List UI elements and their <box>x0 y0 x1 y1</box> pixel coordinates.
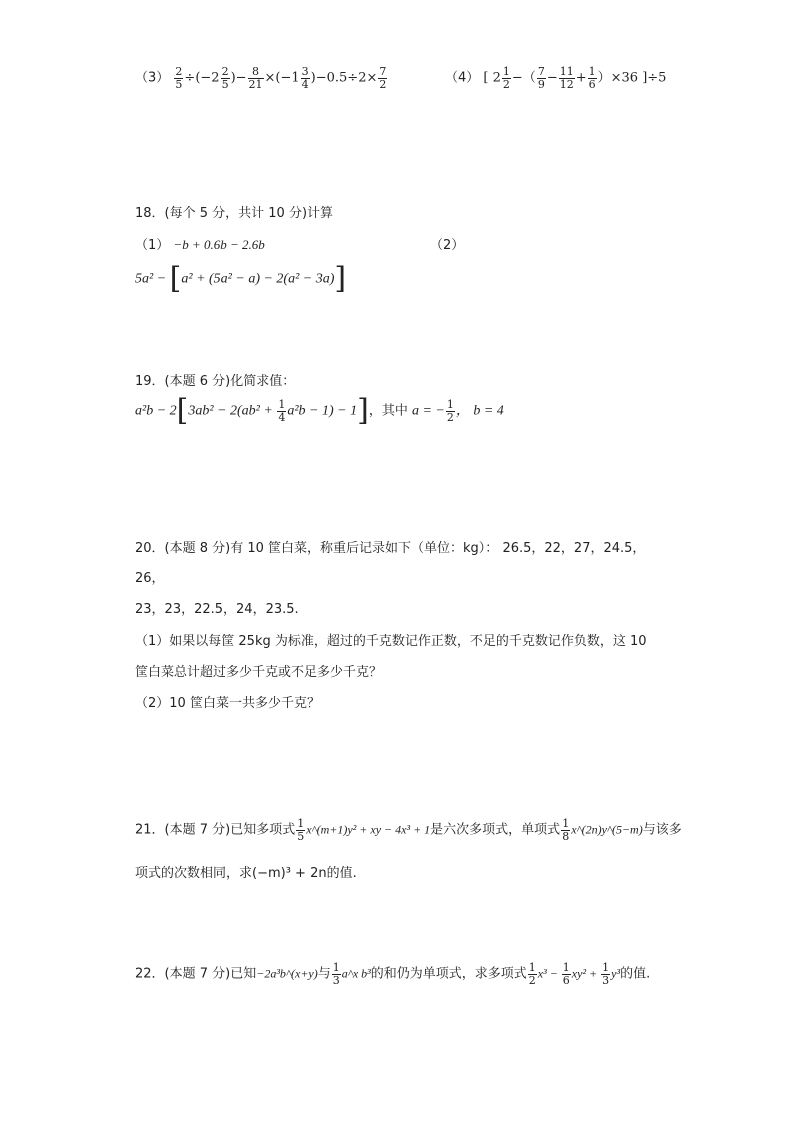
fraction: $\frac{2}{5}$ <box>175 65 183 91</box>
fraction: $\frac{1}{8}$ <box>562 817 570 843</box>
fraction: $\frac{1}{2}$ <box>528 961 536 987</box>
fraction: $\frac{1}{4}$ <box>278 397 286 424</box>
q20-line2: 26， <box>135 571 165 586</box>
q20-line1: 20．(本题 8 分)有 10 筐白菜，称重后记录如下（单位：kg）： 26.5，22，27，24.5， <box>135 541 646 556</box>
fraction: $\frac{1}{6}$ <box>562 961 570 987</box>
q20-line4: （1）如果以每筐 25kg 为标准，超过的千克数记作正数，不足的千克数记作负数，这 10 <box>135 634 647 649</box>
fraction: $\frac{11}{12}$ <box>559 65 574 91</box>
fraction: $\frac{1}{2}$ <box>502 65 510 91</box>
fraction: $\frac{2}{5}$ <box>221 65 229 91</box>
fraction: $\frac{7}{2}$ <box>379 65 387 91</box>
fraction: $\frac{1}{6}$ <box>588 65 596 91</box>
q18-part1-expression: −b + 0.6b − 2.6b <box>173 237 265 252</box>
q17-part4-label: （4） <box>445 70 480 86</box>
q22-line: 22．(本题 7 分)已知−2a³b^(x+y)与 $\frac{1}{3}$ a^x b³的和仍为单项式，求多项式 $\frac{1}{2}$ x³ − $\frac{1}{6}$ xy² + $\frac{1}{3}$ y³的值. <box>135 961 651 987</box>
q19-header: 19．(本题 6 分)化简求值： <box>135 374 296 389</box>
q20-line3: 23，23，22.5，24，23.5. <box>135 602 299 617</box>
fraction: $\frac{7}{9}$ <box>537 65 545 91</box>
q18-part2-expression: 5a² − [a² + (5a² − a) − 2(a² − 3a)] <box>135 261 347 296</box>
q17-part3-label: （3） <box>135 70 170 86</box>
fraction: $\frac{3}{4}$ <box>301 65 309 91</box>
q18-header: 18．(每个 5 分，共计 10 分)计算 <box>135 206 334 221</box>
fraction: $\frac{1}{3}$ <box>602 961 610 987</box>
fraction: $\frac{1}{3}$ <box>332 961 340 987</box>
q21-line1: 21．(本题 7 分)已知多项式 $\frac{1}{5}$ x^(m+1)y² + xy − 4x³ + 1是六次多项式，单项式 $\frac{1}{8}$ x^(2n)y^(5−m)与该多 <box>135 817 682 843</box>
q18-part2-label: （2） <box>430 238 465 253</box>
fraction: $\frac{1}{2}$ <box>446 397 454 424</box>
q18-part1: （1） −b + 0.6b − 2.6b <box>135 237 265 253</box>
q20-line5: 筐白菜总计超过多少千克或不足多少千克？ <box>135 665 383 680</box>
q17-part4: （4） [ 2 $\frac{1}{2}$ −（ $\frac{7}{9}$ − $\frac{11}{12}$ + $\frac{1}{6}$ ）×36 ]÷5 <box>445 65 667 91</box>
q20-line6: （2）10 筐白菜一共多少千克？ <box>135 696 320 711</box>
q21-line2: 项式的次数相同，求(−m)³ + 2n的值. <box>135 866 357 881</box>
q19-expression: a²b − 2[3ab² − 2(ab² + $\frac{1}{4}$ a²b − 1) − 1]，其中 a = − $\frac{1}{2}$ ， b = 4 <box>135 393 504 428</box>
fraction: $\frac{1}{5}$ <box>297 817 305 843</box>
q17-part3: （3） $\frac{2}{5}$ ÷(−2 $\frac{2}{5}$ )− $\frac{8}{21}$ ×(−1 $\frac{3}{4}$ )−0.5÷2× $\frac{7}{2}$ <box>135 65 387 91</box>
fraction: $\frac{8}{21}$ <box>248 65 263 91</box>
